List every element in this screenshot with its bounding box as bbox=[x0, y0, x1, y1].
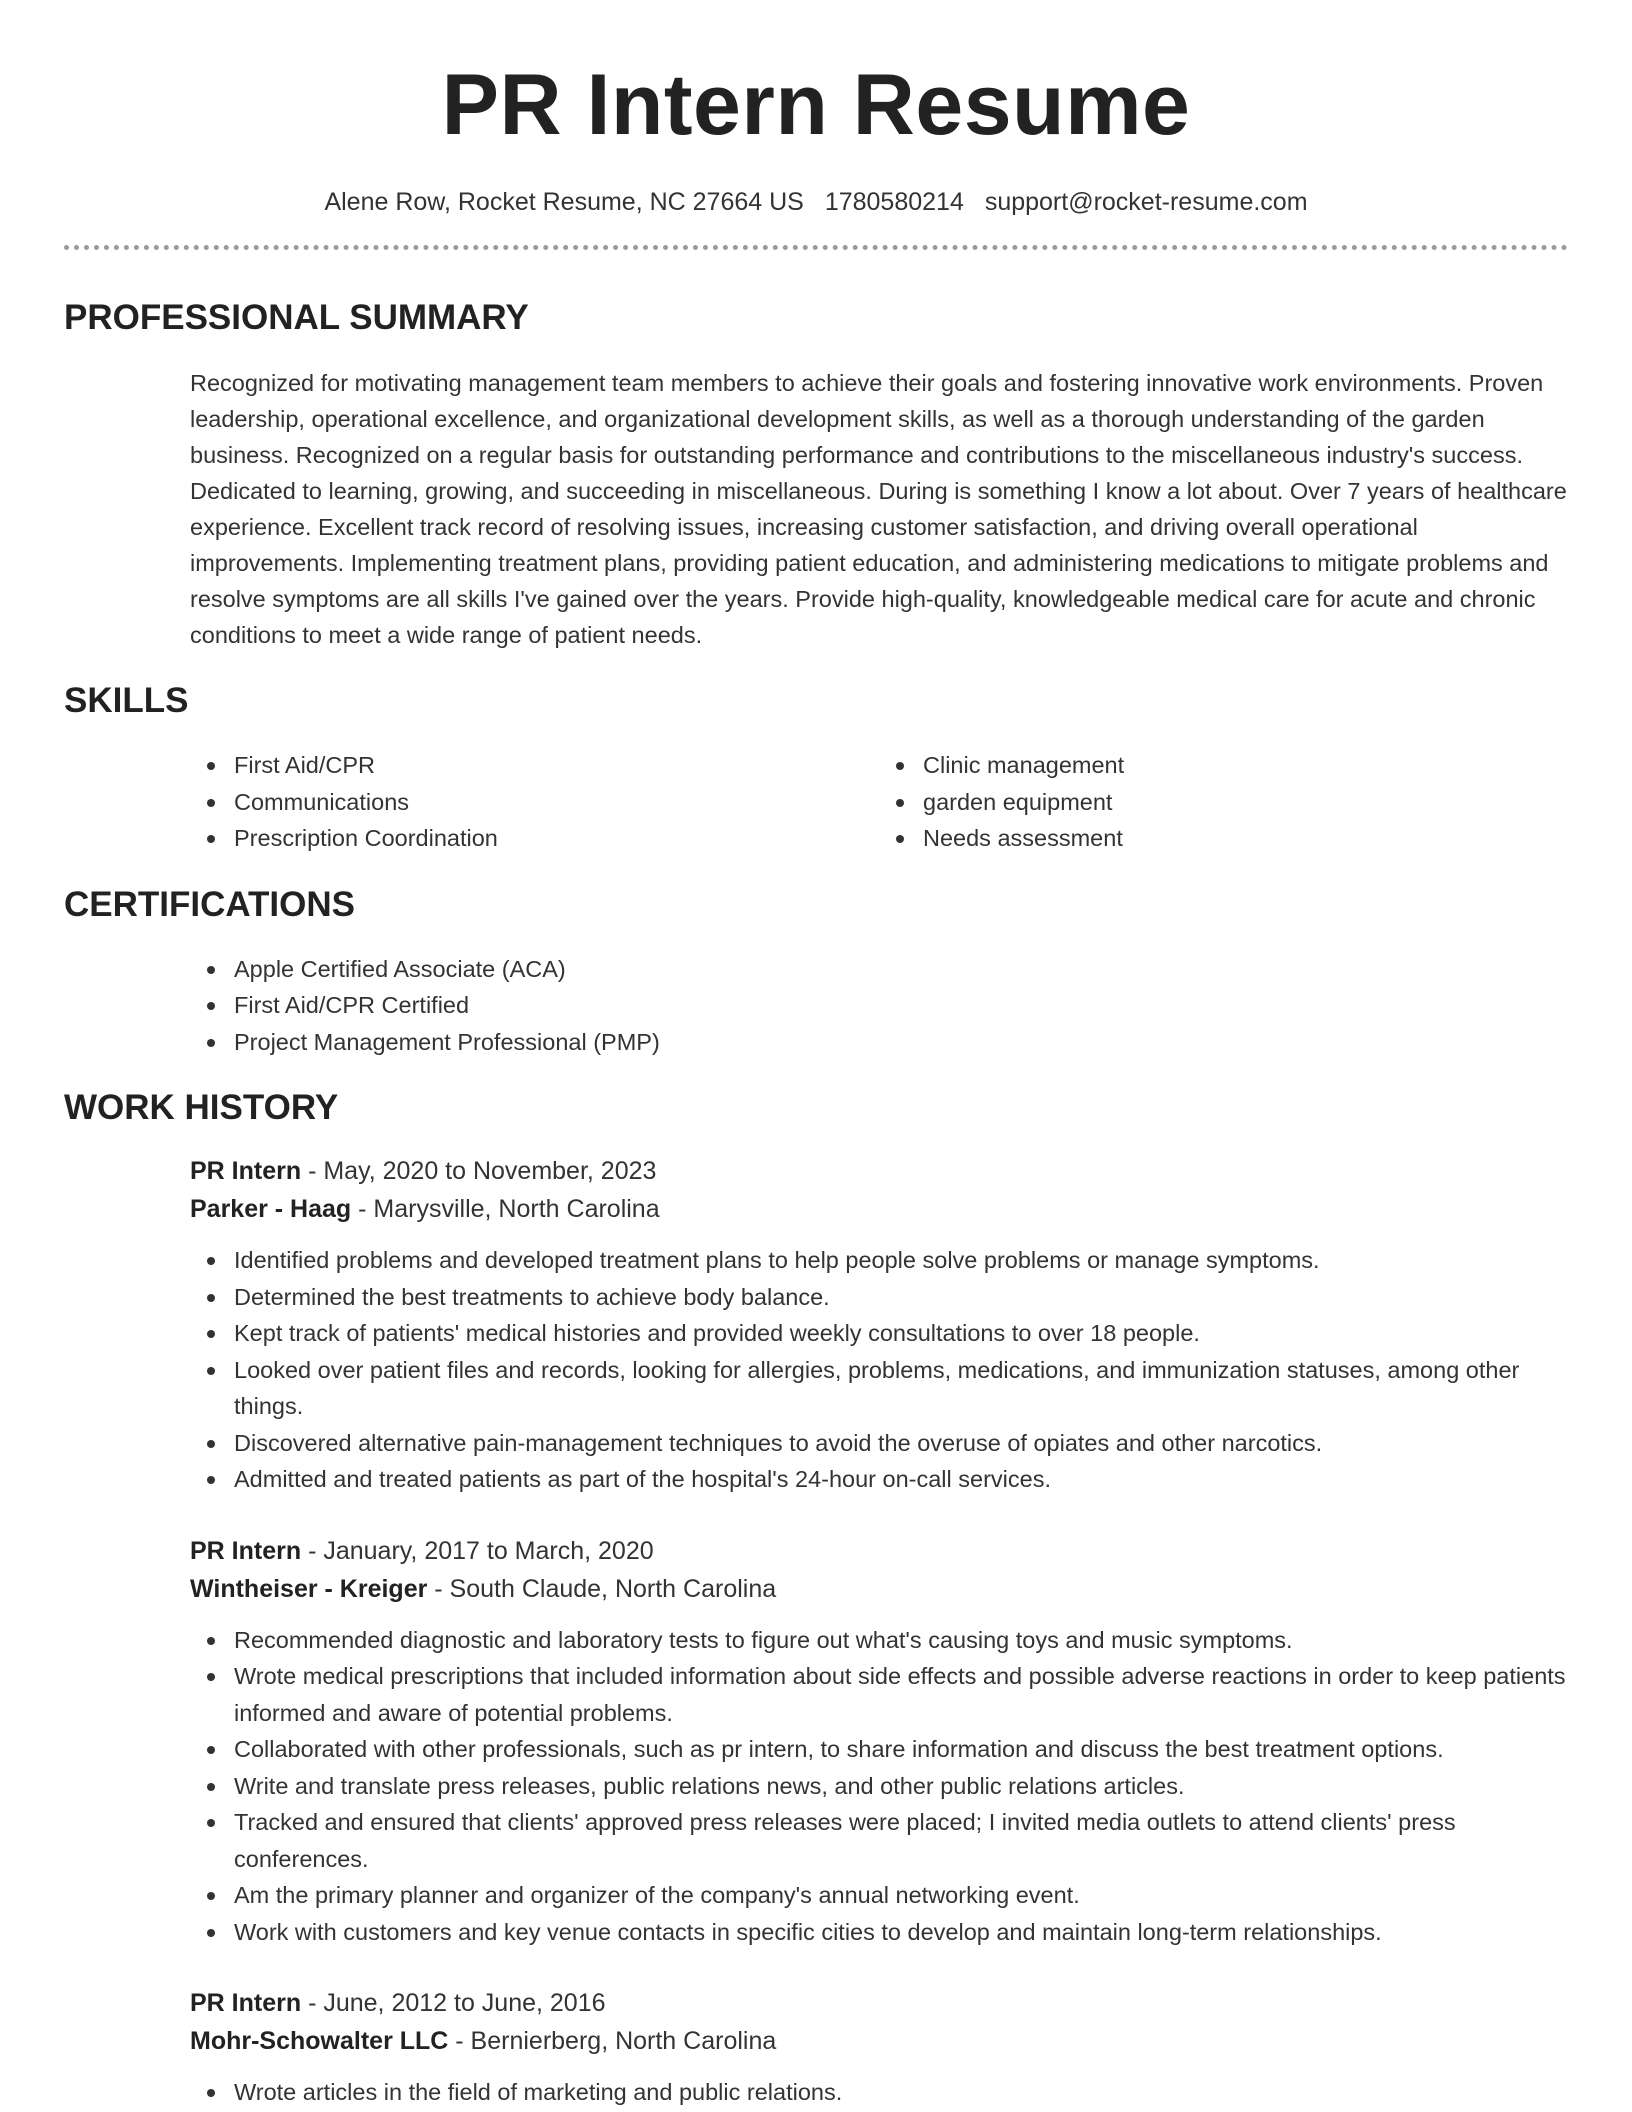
job-title-line bbox=[190, 1984, 1568, 2022]
job-bullet: Write and translate press releases, public relations news, and other public relations articles. bbox=[234, 1768, 1568, 1805]
summary-heading: PROFESSIONAL SUMMARY bbox=[64, 298, 529, 337]
skills-section bbox=[64, 679, 1568, 857]
job-bullet: Wrote medical prescriptions that included information about side effects and possible adverse reactions in order to keep patients informed and aware of potential problems. bbox=[234, 1658, 1568, 1731]
skills-grid bbox=[190, 747, 1568, 857]
certifications-list bbox=[190, 951, 1568, 1061]
job-company-line bbox=[190, 1570, 1568, 1608]
job-bullet-list bbox=[190, 1622, 1568, 1951]
resume-title: PR Intern Resume bbox=[441, 57, 1191, 153]
contact-phone: 1780580214 bbox=[824, 188, 964, 216]
job-company: Parker - Haag bbox=[190, 1195, 352, 1223]
dotted-divider bbox=[64, 245, 1568, 250]
job-bullet: Determined the best treatments to achieve body balance. bbox=[234, 1279, 1568, 1316]
skill-item: Needs assessment bbox=[923, 820, 1568, 857]
job-entry bbox=[190, 1984, 1568, 2111]
summary-text: Recognized for motivating management team members to achieve their goals and fostering innovative work environments. Proven leadership, operational excellence, and organizational development skills, as well as a thorough understanding of the garden business. Recognized on a regular basis for outstanding performance and contributions to the miscellaneous industry's success. Dedicated to learning, growing, and succeeding in miscellaneous. During is something I know a lot about. Over 7 years of healthcare experience. Excellent track record of resolving issues, increasing customer satisfaction, and driving overall operational improvements. Implementing treatment plans, providing patient education, and administering medications to mitigate problems and resolve symptoms are all skills I've gained over the years. Provide high-quality, knowledgeable medical care for acute and chronic conditions to meet a wide range of patient needs. bbox=[190, 370, 1567, 648]
certification-item: Project Management Professional (PMP) bbox=[234, 1024, 1568, 1061]
skills-column-right bbox=[879, 747, 1568, 857]
job-entry bbox=[190, 1532, 1568, 1951]
contact-address: Alene Row, Rocket Resume, NC 27664 US bbox=[324, 188, 804, 216]
job-company: Wintheiser - Kreiger bbox=[190, 1574, 428, 1603]
job-dates: - May, 2020 to November, 2023 bbox=[301, 1157, 657, 1185]
job-company: Mohr-Schowalter LLC bbox=[190, 2027, 449, 2055]
job-bullet: Collaborated with other professionals, such as pr intern, to share information and discuss the best treatment options. bbox=[234, 1731, 1568, 1768]
job-bullet: Work with customers and key venue contacts in specific cities to develop and maintain long-term relationships. bbox=[234, 1914, 1568, 1951]
job-bullet: Am the primary planner and organizer of the company's annual networking event. bbox=[234, 1877, 1568, 1914]
job-bullet: Wrote articles in the field of marketing and public relations. bbox=[234, 2074, 1568, 2111]
skill-item: garden equipment bbox=[923, 784, 1568, 821]
job-bullet-list bbox=[190, 2074, 1568, 2111]
job-dates: - January, 2017 to March, 2020 bbox=[301, 1536, 654, 1565]
skill-item: Communications bbox=[234, 784, 879, 821]
job-title-line bbox=[190, 1532, 1568, 1570]
job-bullet: Looked over patient files and records, looking for allergies, problems, medications, and immunization statuses, among other things. bbox=[234, 1352, 1568, 1425]
skills-column-left bbox=[190, 747, 879, 857]
job-bullet: Recommended diagnostic and laboratory tests to figure out what's causing toys and music symptoms. bbox=[234, 1622, 1568, 1659]
job-title-line bbox=[190, 1152, 1568, 1190]
job-title: PR Intern bbox=[190, 1989, 302, 2017]
job-bullet: Tracked and ensured that clients' approved press releases were placed; I invited media outlets to attend clients' press conferences. bbox=[234, 1804, 1568, 1877]
contact-email: support@rocket-resume.com bbox=[984, 188, 1308, 216]
job-company-line bbox=[190, 1190, 1568, 1228]
certification-item: First Aid/CPR Certified bbox=[234, 987, 1568, 1024]
job-location: - South Claude, North Carolina bbox=[427, 1574, 777, 1603]
work-history-section bbox=[64, 1086, 1568, 2111]
job-dates: - June, 2012 to June, 2016 bbox=[301, 1989, 606, 2017]
skills-heading: SKILLS bbox=[64, 681, 189, 720]
job-title: PR Intern bbox=[190, 1536, 302, 1565]
job-bullet: Discovered alternative pain-management techniques to avoid the overuse of opiates and other narcotics. bbox=[234, 1425, 1568, 1462]
job-company-line bbox=[190, 2022, 1568, 2060]
job-bullet: Admitted and treated patients as part of the hospital's 24-hour on-call services. bbox=[234, 1461, 1568, 1498]
skill-item: Prescription Coordination bbox=[234, 820, 879, 857]
contact-line bbox=[64, 185, 1568, 219]
job-bullet-list bbox=[190, 1242, 1568, 1498]
certifications-heading: CERTIFICATIONS bbox=[64, 884, 356, 924]
job-location: - Marysville, North Carolina bbox=[351, 1195, 660, 1223]
certifications-section bbox=[64, 883, 1568, 1061]
job-bullet: Kept track of patients' medical histories and provided weekly consultations to over 18 people. bbox=[234, 1315, 1568, 1352]
work-history-heading: WORK HISTORY bbox=[64, 1088, 339, 1127]
certification-item: Apple Certified Associate (ACA) bbox=[234, 951, 1568, 988]
job-bullet: Identified problems and developed treatment plans to help people solve problems or manage symptoms. bbox=[234, 1242, 1568, 1279]
job-title: PR Intern bbox=[190, 1157, 302, 1185]
summary-section bbox=[64, 296, 1568, 653]
skill-item: Clinic management bbox=[923, 747, 1568, 784]
job-entry bbox=[190, 1152, 1568, 1498]
job-location: - Bernierberg, North Carolina bbox=[448, 2027, 777, 2055]
skill-item: First Aid/CPR bbox=[234, 747, 879, 784]
